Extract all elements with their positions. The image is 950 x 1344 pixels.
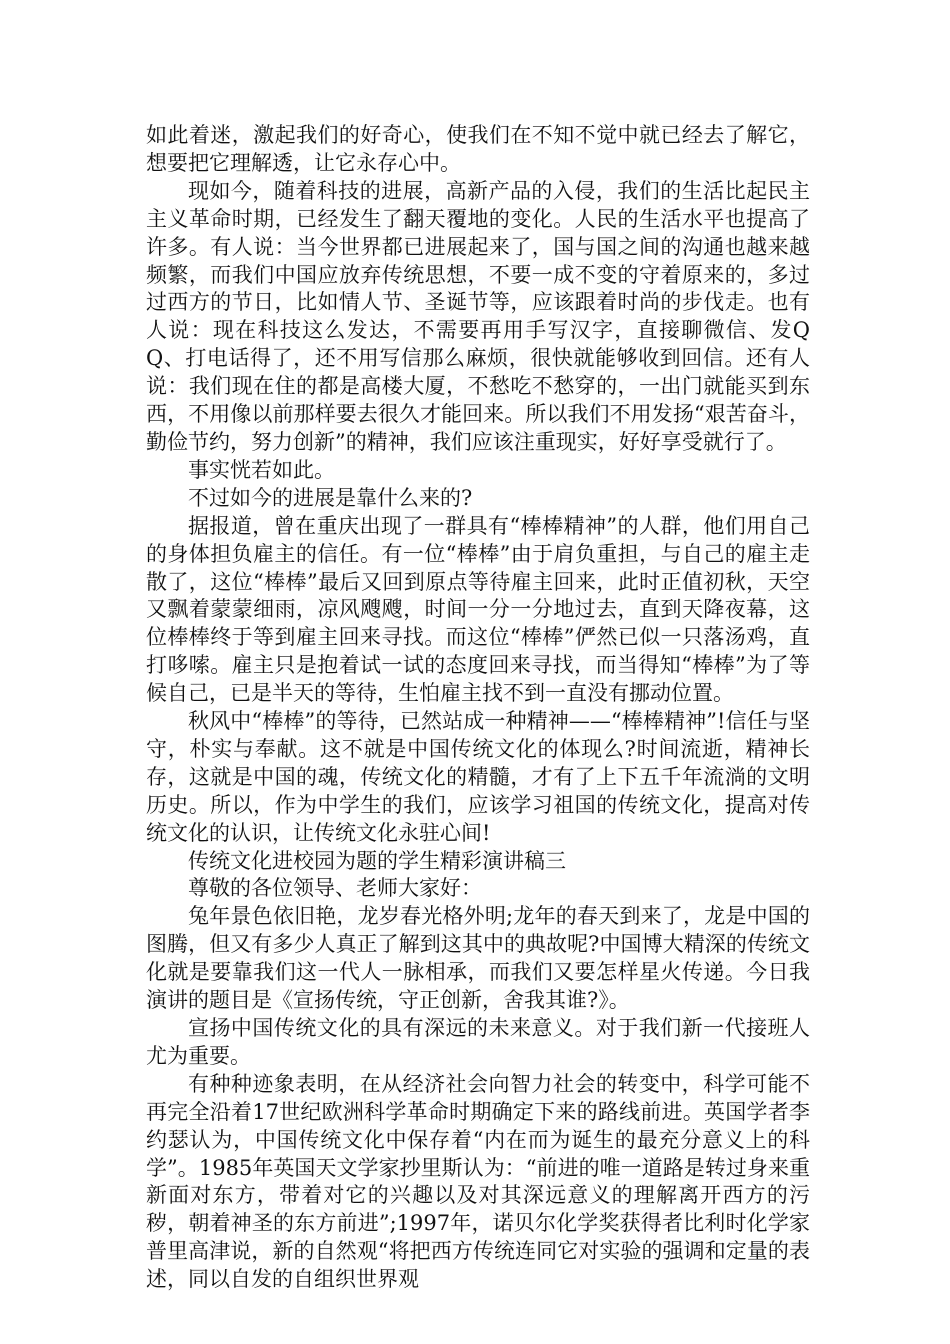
paragraph-question: 不过如今的进展是靠什么来的? xyxy=(188,485,473,510)
speech-greeting: 尊敬的各位领导、老师大家好： xyxy=(188,876,482,901)
paragraph-speech-intro: 兔年景色依旧艳，龙岁春光格外明;龙年的春天到来了，龙是中国的图腾，但又有多少人真正了解到这其中的典故呢?中国博大精深的传统文化就是要靠我们这一代人一脉相承，而我们又要怎样星火传递。今日我演讲的题目是《宣扬传统，守正创新，舍我其谁?》。 xyxy=(146,904,810,1013)
paragraph-continued: 如此着迷，激起我们的好奇心，使我们在不知不觉中就已经去了解它，想要把它理解透，让它永存心中。 xyxy=(146,123,810,175)
paragraph-significance: 宣扬中国传统文化的具有深远的未来意义。对于我们新一代接班人尤为重要。 xyxy=(146,1016,810,1068)
paragraph-fact: 事实恍若如此。 xyxy=(188,457,335,482)
paragraph-bangbang-spirit: 秋风中“棒棒”的等待，已然站成一种精神——“棒棒精神”!信任与坚守，朴实与奉献。这不就是中国传统文化的体现么?时间流逝，精神长存，这就是中国的魂，传统文化的精髓，才有了上下五千年流淌的文明历史。所以，作为中学生的我们，应该学习祖国的传统文化，提高对传统文化的认识，让传统文化永驻心间! xyxy=(146,709,810,845)
paragraph-bangbang-story: 据报道，曾在重庆出现了一群具有“棒棒精神”的人群，他们用自己的身体担负雇主的信任。有一位“棒棒”由于肩负重担，与自己的雇主走散了，这位“棒棒”最后又回到原点等待雇主回来，此时正值初秋，天空又飘着蒙蒙细雨，凉风飕飕，时间一分一分地过去，直到天降夜幕，这位棒棒终于等到雇主回来寻找。而这位“棒棒”俨然已似一只落汤鸡，直打哆嗦。雇主只是抱着试一试的态度回来寻找，而当得知“棒棒”为了等候自己，已是半天的等待，生怕雇主找不到一直没有挪动位置。 xyxy=(146,513,810,706)
paragraph-modern-life: 现如今，随着科技的进展，高新产品的入侵，我们的生活比起民主主义革命时期，已经发生了翻天覆地的变化。人民的生活水平也提高了许多。有人说：当今世界都已进展起来了，国与国之间的沟通也越来越频繁，而我们中国应放弃传统思想，不要一成不变的守着原来的，多过过西方的节日，比如情人节、圣诞节等，应该跟着时尚的步伐走。也有人说：现在科技这么发达，不需要再用手写汉字，直接聊微信、发QQ、打电话得了，还不用写信那么麻烦，很快就能够收到回信。还有人说：我们现在住的都是高楼大厦，不愁吃不愁穿的，一出门就能买到东西，不用像以前那样要去很久才能回来。所以我们不用发扬“艰苦奋斗，勤俭节约，努力创新”的精神，我们应该注重现实，好好享受就行了。 xyxy=(146,178,810,454)
paragraph-science: 有种种迹象表明，在从经济社会向智力社会的转变中，科学可能不再完全沿着17世纪欧洲科学革命时期确定下来的路线前进。英国学者李约瑟认为，中国传统文化中保存着“内在而为诞生的最充分意义上的科学”。1985年英国天文学家抄里斯认为：“前进的唯一道路是转过身来重新面对东方，带着对它的兴趣以及对其深远意义的理解离开西方的污秽，朝着神圣的东方前进”;1997年，诺贝尔化学奖获得者比利时化学家普里高津说，新的自然观“将把西方传统连同它对实验的强调和定量的表述，同以自发的自组织世界观 xyxy=(146,1071,810,1292)
section-title: 传统文化进校园为题的学生精彩演讲稿三 xyxy=(188,848,566,873)
document-body xyxy=(146,122,810,1294)
